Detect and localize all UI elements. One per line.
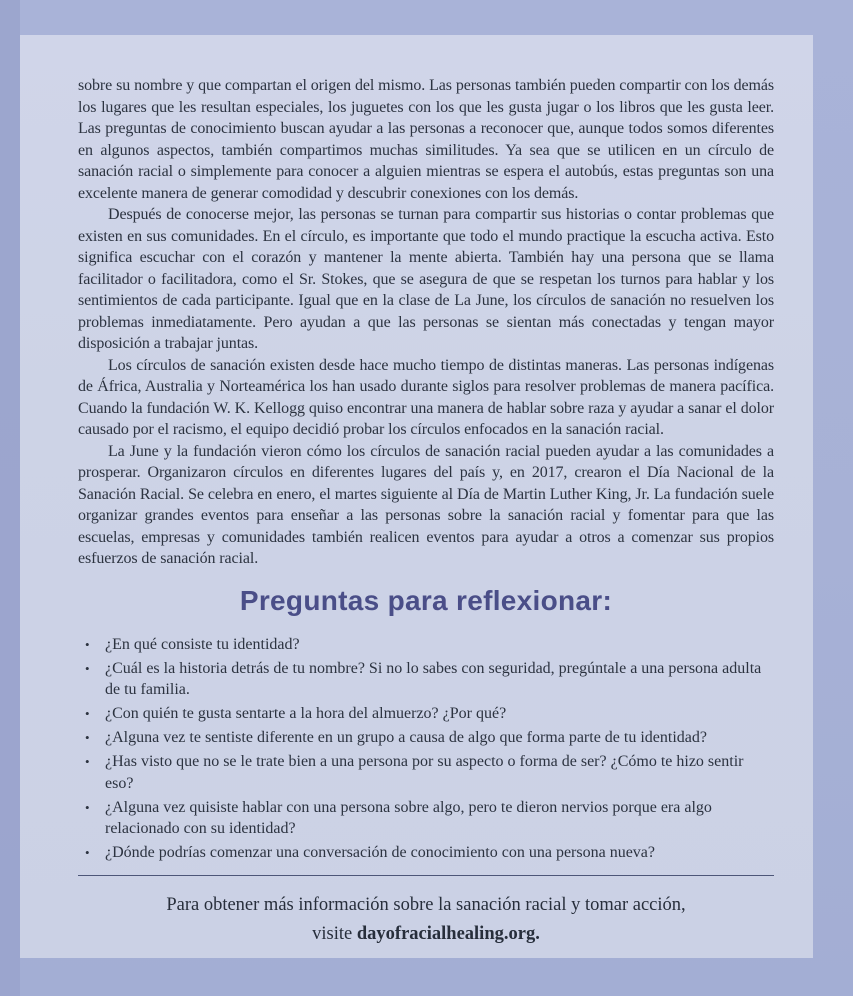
bullet-icon: • bbox=[85, 636, 90, 652]
question-text: ¿Cuál es la historia detrás de tu nombre? Si no lo sabes con seguridad, pregúntale a una persona adulta de tu familia. bbox=[105, 659, 762, 698]
question-text: ¿Con quién te gusta sentarte a la hora del almuerzo? ¿Por qué? bbox=[105, 705, 507, 722]
question-text: ¿Has visto que no se le trate bien a una persona por su aspecto o forma de ser? ¿Cómo te hizo sentir eso? bbox=[105, 753, 744, 792]
paragraph-4: La June y la fundación vieron cómo los círculos de sanación racial pueden ayudar a las comunidades a prosperar. Organizaron círculos en diferentes lugares del país y, en 2017, crearon el Día Nacional de la Sanación Racial. Se celebra en enero, el martes siguiente al Día de Martin Luther King, Jr. La fundación suele organizar grandes eventos para enseñar a las personas sobre la sanación racial y fomentar para que las escuelas, empresas y comunidades también realicen eventos para ayudar a otros a comenzar sus propios esfuerzos de sanación racial. bbox=[78, 442, 774, 567]
footer-url: dayofracialhealing.org. bbox=[356, 923, 540, 944]
paragraph-1: sobre su nombre y que compartan el origen del mismo. Las personas también pueden compartir con los demás los lugares que les resultan especiales, los juguetes con los que les gusta jugar o los libros que les gusta leer. Las preguntas de conocimiento buscan ayudar a las personas a reconocer que, aunque todos somos diferentes en algunos aspectos, también compartimos muchas similitudes. Ya sea que se utilicen en un círculo de sanación racial o simplemente para conocer a alguien mientras se espera el autobús, estas preguntas son una excelente manera de generar comodidad y descubrir conexiones con los demás. bbox=[78, 77, 774, 202]
footer-line-1: Para obtener más información sobre la sanación racial y tomar acción, bbox=[166, 894, 686, 915]
bullet-icon: • bbox=[85, 706, 90, 721]
bullet-icon: • bbox=[85, 660, 90, 676]
list-item bbox=[78, 797, 774, 840]
section-heading: Preguntas para reflexionar: bbox=[239, 584, 613, 616]
question-text: ¿Alguna vez quisiste hablar con una persona sobre algo, pero te dieron nervios porque era algo relacionado con su identidad? bbox=[105, 798, 712, 837]
list-item bbox=[78, 658, 774, 701]
question-text: ¿Alguna vez te sentiste diferente en un grupo a causa de algo que forma parte de tu identidad? bbox=[105, 729, 707, 746]
divider-line bbox=[78, 875, 774, 876]
bullet-icon: • bbox=[85, 799, 90, 815]
bullet-icon: • bbox=[85, 730, 90, 745]
bullet-icon: • bbox=[85, 754, 90, 769]
list-item bbox=[78, 842, 774, 864]
questions-list bbox=[78, 634, 774, 864]
bullet-icon: • bbox=[85, 845, 90, 860]
document-page bbox=[20, 35, 813, 958]
list-item bbox=[78, 727, 774, 749]
body-text bbox=[78, 75, 774, 570]
list-item bbox=[78, 634, 774, 656]
page-content bbox=[20, 35, 813, 949]
list-item bbox=[78, 751, 774, 794]
paragraph-3: Los círculos de sanación existen desde hace mucho tiempo de distintas maneras. Las personas indígenas de África, Australia y Norteamérica los han usado durante siglos para resolver problemas de manera pacífica. Cuando la fundación W. K. Kellogg quiso encontrar una manera de hablar sobre raza y ayudar a sanar el dolor causado por el racismo, el equipo decidió probar los círculos enfocados en la sanación racial. bbox=[78, 356, 774, 438]
paragraph-2: Después de conocerse mejor, las personas se turnan para compartir sus historias o contar problemas que existen en sus comunidades. En el círculo, es importante que todo el mundo practique la escucha activa. Esto significa escuchar con el corazón y mantener la mente abierta. También hay una persona que se llama facilitador o facilitadora, como el Sr. Stokes, que se asegura de que se respetan los turnos para hablar y los sentimientos de cada participante. Igual que en la clase de La June, los círculos de sanación no resuelven los problemas inmediatamente. Pero ayudan a que las personas se sientan más conectadas y tengan mayor disposición a trabajar juntas. bbox=[78, 206, 774, 352]
list-item bbox=[78, 703, 774, 725]
question-text: ¿Dónde podrías comenzar una conversación de conocimiento con una persona nueva? bbox=[105, 844, 655, 861]
footer-line-2-prefix: visite bbox=[312, 923, 357, 944]
footer-line-2 bbox=[78, 920, 774, 949]
question-text: ¿En qué consiste tu identidad? bbox=[105, 635, 300, 653]
footer bbox=[78, 891, 774, 949]
